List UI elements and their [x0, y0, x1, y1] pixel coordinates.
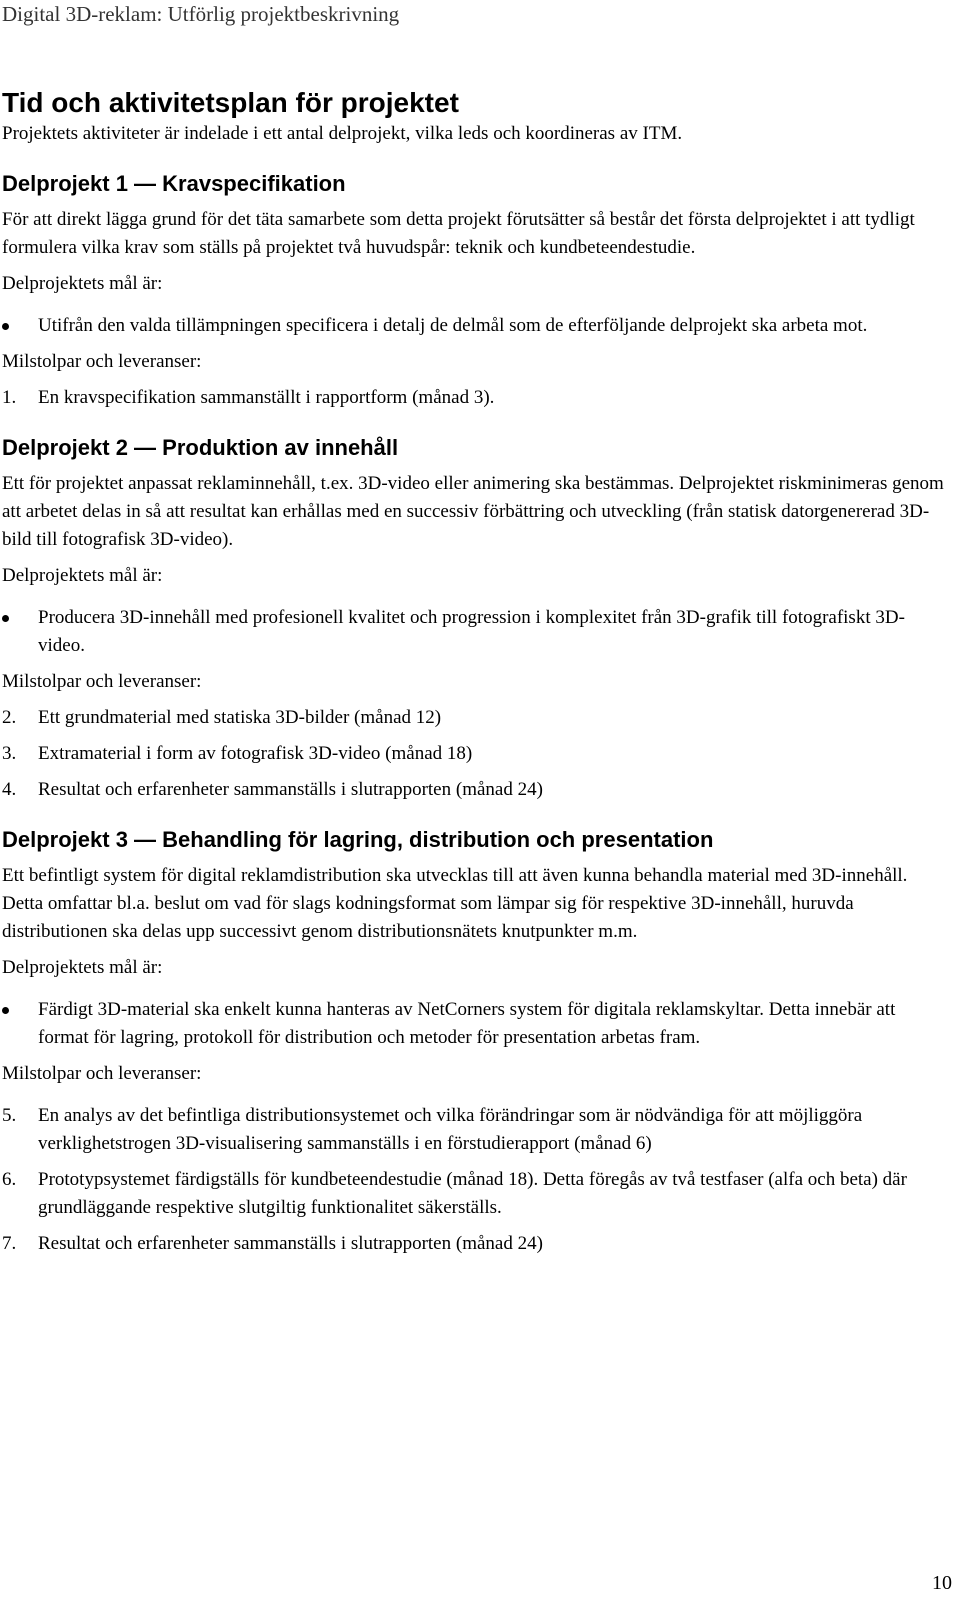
bullet-icon	[2, 615, 9, 622]
goal-item: Färdigt 3D-material ska enkelt kunna hanteras av NetCorners system för digitala reklamskyltar. Detta innebär att format för lagring, protokoll för distribution och metoder för presentation arbetas fram.	[2, 996, 950, 1052]
document-body	[2, 86, 950, 1258]
subproject-1-title: Delprojekt 1 — Kravspecifikation	[2, 171, 346, 196]
bullet-icon	[2, 1007, 9, 1014]
subproject-1-milestones-label: Milstolpar och leveranser:	[2, 351, 202, 372]
subproject-1-milestones-list	[2, 384, 950, 412]
milestone-item: 4. Resultat och erfarenheter sammanställs i slutrapporten (månad 24)	[2, 779, 543, 800]
milestone-item: 1. En kravspecifikation sammanställt i rapportform (månad 3).	[2, 387, 495, 408]
subproject-3-goals-label: Delprojektets mål är:	[2, 957, 163, 978]
running-header: Digital 3D-reklam: Utförlig projektbeskrivning	[2, 2, 400, 26]
subproject-3-description: Ett befintligt system för digital reklamdistribution ska utvecklas till att även kunna behandla material med 3D-innehåll. Detta omfattar bl.a. beslut om vad för slags kodningsformat som lämpar sig för respektive 3D-innehåll, huruvda distributionen ska delas upp successivt genom distributionsnätets knutpunkter m.m.	[2, 865, 908, 942]
section-intro: Projektets aktiviteter är indelade i ett antal delprojekt, vilka leds och koordineras av ITM.	[2, 123, 683, 144]
subproject-3-title: Delprojekt 3 — Behandling för lagring, distribution och presentation	[2, 827, 714, 852]
subproject-3-goals-list	[2, 996, 950, 1052]
subproject-2-milestones-label: Milstolpar och leveranser:	[2, 671, 202, 692]
milestone-item: 5. En analys av det befintliga distributionsystemet och vilka förändringar som är nödvändiga för att möjliggöra verklighetstrogen 3D-visualisering sammanställs i en förstudierapport (månad 6)	[2, 1105, 863, 1154]
milestone-item: 3. Extramaterial i form av fotografisk 3D-video (månad 18)	[2, 743, 473, 764]
subproject-2-goals-list	[2, 604, 950, 660]
subproject-1-goals-label: Delprojektets mål är:	[2, 273, 163, 294]
section-title: Tid och aktivitetsplan för projektet	[2, 87, 459, 118]
subproject-3-milestones-label: Milstolpar och leveranser:	[2, 1063, 202, 1084]
subproject-3-milestones-list	[2, 1102, 950, 1258]
page-number: 10	[932, 1572, 952, 1594]
subproject-2-goals-label: Delprojektets mål är:	[2, 565, 163, 586]
subproject-1-goals-list	[2, 312, 950, 340]
subproject-1-description: För att direkt lägga grund för det täta samarbete som detta projekt förutsätter så består det första delprojektet i att tydligt formulera vilka krav som ställs på projektet två huvudspår: teknik och kundbeteendestudie.	[2, 209, 915, 258]
milestone-item: 7. Resultat och erfarenheter sammanställs i slutrapporten (månad 24)	[2, 1233, 543, 1254]
goal-item: Producera 3D-innehåll med profesionell kvalitet och progression i komplexitet från 3D-grafik till fotografiskt 3D-video.	[2, 604, 950, 660]
subproject-2-milestones-list	[2, 704, 950, 804]
milestone-item: 6. Prototypsystemet färdigställs för kundbeteendestudie (månad 18). Detta föregås av två testfaser (alfa och beta) där grundläggande respektive slutgiltig funktionalitet säkerställs.	[2, 1169, 907, 1218]
bullet-icon	[2, 323, 9, 330]
milestone-item: 2. Ett grundmaterial med statiska 3D-bilder (månad 12)	[2, 707, 442, 728]
subproject-2-title: Delprojekt 2 — Produktion av innehåll	[2, 435, 399, 460]
subproject-2-description: Ett för projektet anpassat reklaminnehåll, t.ex. 3D-video eller animering ska bestämmas. Delprojektet riskminimeras genom att arbetet delas in så att resultat kan erhållas med en successiv förbättring och utveckling (från statisk datorgenererad 3D-bild till fotografisk 3D-video).	[2, 473, 944, 550]
goal-item: Utifrån den valda tillämpningen specificera i detalj de delmål som de efterföljande delprojekt ska arbeta mot.	[2, 312, 950, 340]
